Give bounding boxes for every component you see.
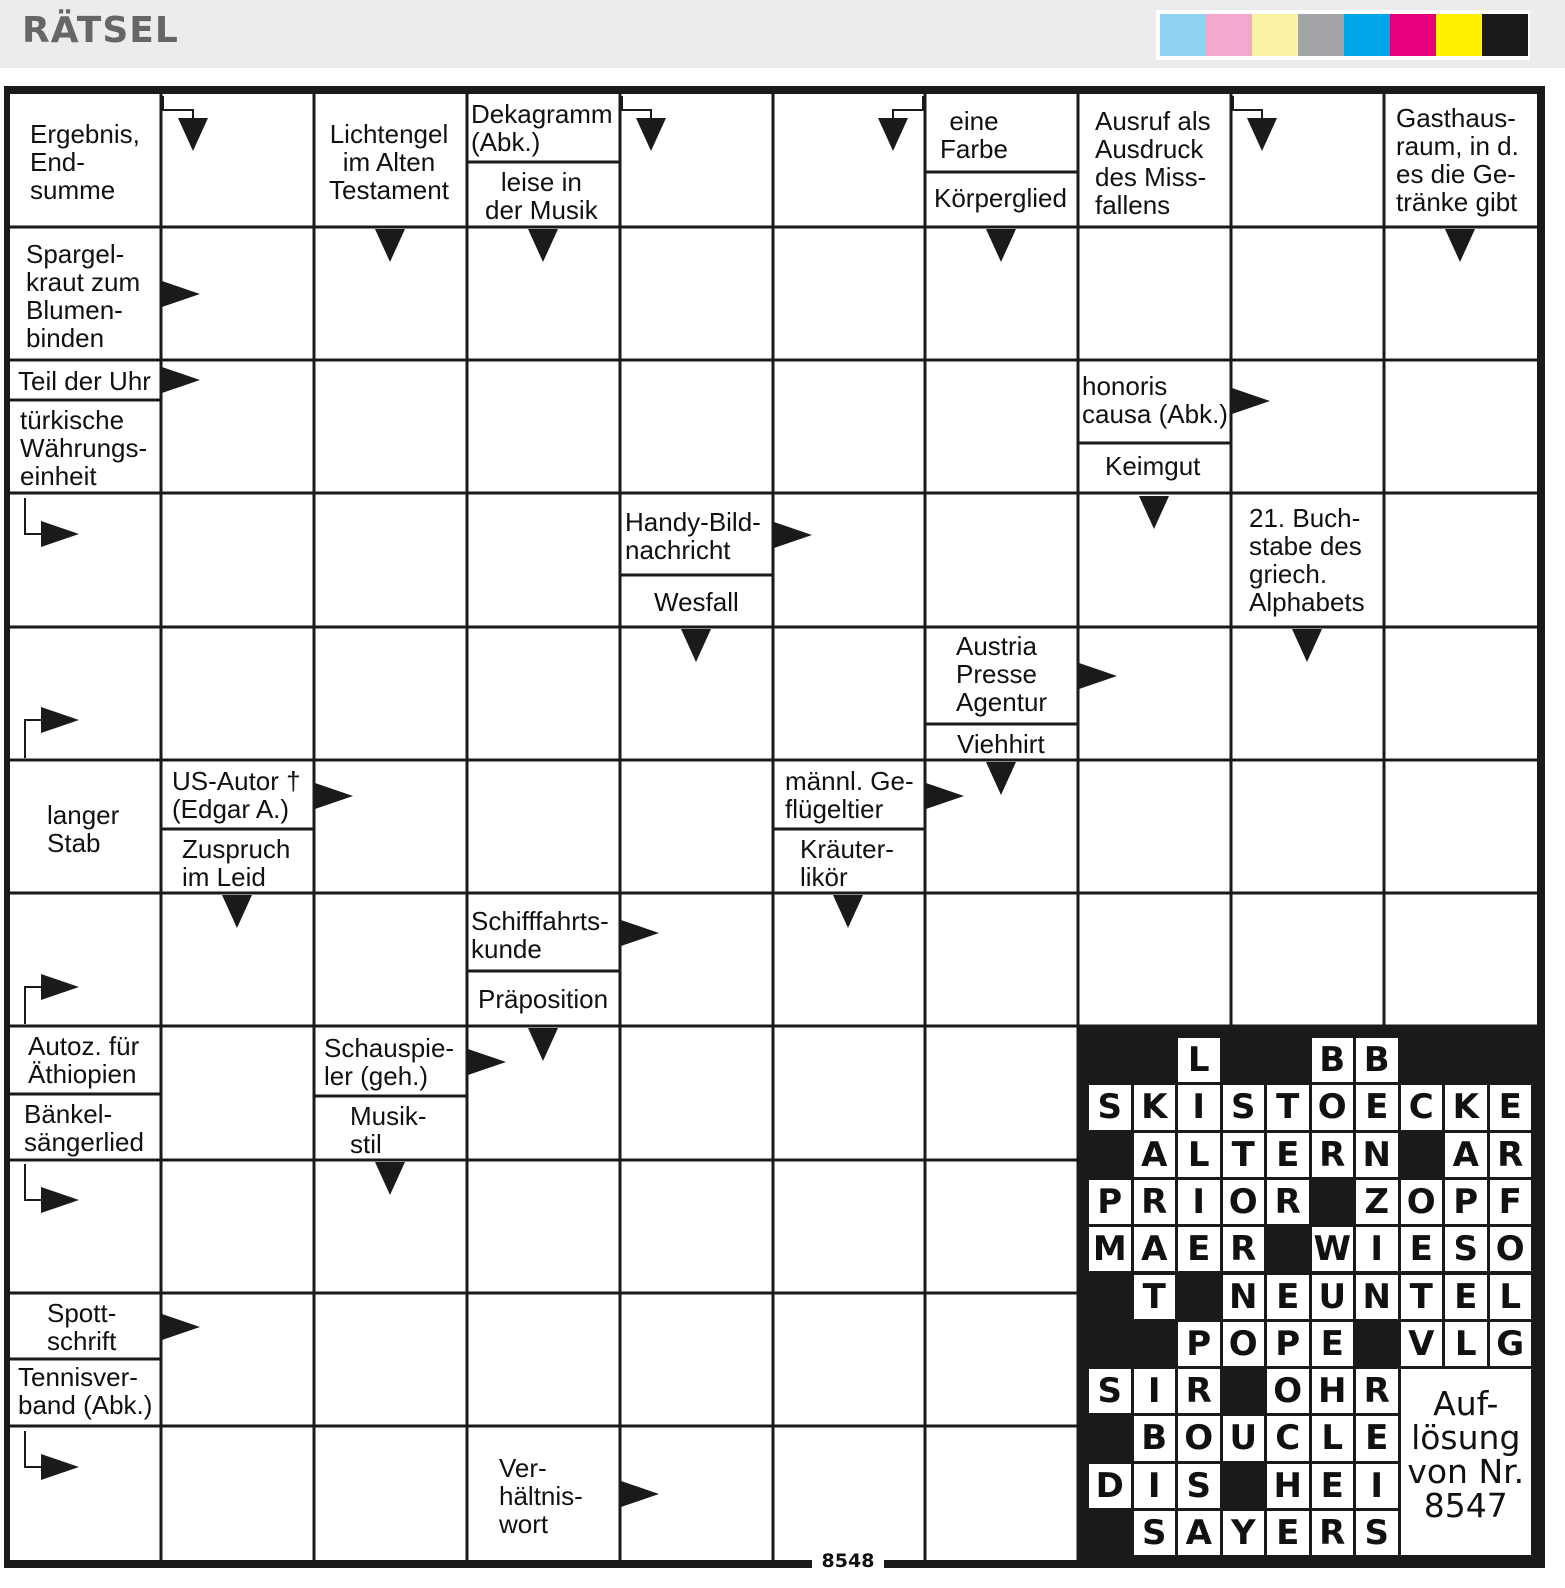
solution-cell: U xyxy=(1223,1416,1265,1460)
solution-cell: S xyxy=(1134,1511,1176,1555)
solution-cell: R xyxy=(1312,1133,1354,1177)
solution-cell: O xyxy=(1490,1227,1532,1271)
solution-cell: P xyxy=(1089,1180,1131,1224)
solution-cell: H xyxy=(1312,1369,1354,1413)
clue-lichtengel: Lichtengel im Alten Testament xyxy=(329,119,449,205)
solution-cell: H xyxy=(1267,1464,1309,1508)
clue-leise: leise in der Musik xyxy=(485,167,598,225)
solution-cell: L xyxy=(1312,1416,1354,1460)
solution-cell: P xyxy=(1178,1322,1220,1366)
solution-cell: I xyxy=(1134,1464,1176,1508)
solution-cell: E xyxy=(1356,1416,1398,1460)
clue-honoris-causa: honoris causa (Abk.) xyxy=(1082,371,1228,429)
solution-cell: I xyxy=(1356,1227,1398,1271)
solution-cell: T xyxy=(1134,1275,1176,1319)
solution-cell: O xyxy=(1223,1180,1265,1224)
section-title: RÄTSEL xyxy=(22,10,179,51)
solution-cell: A xyxy=(1445,1133,1487,1177)
solution-label: Auf- lösung von Nr. 8547 xyxy=(1401,1369,1532,1555)
solution-cell: I xyxy=(1134,1369,1176,1413)
solution-cell: A xyxy=(1134,1133,1176,1177)
solution-cell: S xyxy=(1445,1227,1487,1271)
solution-cell: S xyxy=(1223,1085,1265,1129)
solution-cell: C xyxy=(1267,1416,1309,1460)
solution-cell: S xyxy=(1089,1369,1131,1413)
clue-gasthausraum: Gasthaus- raum, in d. es die Ge- tränke gibt xyxy=(1396,103,1519,217)
solution-cell: S xyxy=(1178,1464,1220,1508)
clue-kraeuterlikoer: Kräuter- likör xyxy=(800,834,894,892)
puzzle-number: 8548 xyxy=(812,1549,884,1573)
solution-cell: E xyxy=(1267,1133,1309,1177)
solution-cell: T xyxy=(1267,1085,1309,1129)
clue-teil-der-uhr: Teil der Uhr xyxy=(18,366,151,396)
clue-ergebnis: Ergebnis, End- summe xyxy=(30,119,140,205)
solution-cell: B xyxy=(1356,1038,1398,1082)
solution-cell: L xyxy=(1445,1322,1487,1366)
clue-spottschrift: Spott- schrift xyxy=(47,1298,117,1356)
solution-cell: M xyxy=(1089,1227,1131,1271)
clue-keimgut: Keimgut xyxy=(1105,451,1201,481)
solution-cell: N xyxy=(1223,1275,1265,1319)
clue-waehrung: türkische Währungs- einheit xyxy=(20,405,148,491)
solution-cell: I xyxy=(1178,1085,1220,1129)
solution-cell: K xyxy=(1445,1085,1487,1129)
solution-cell: E xyxy=(1267,1275,1309,1319)
clue-verhaeltniswort: Ver- hältnis- wort xyxy=(499,1453,583,1539)
clue-baenkel: Bänkel- sängerlied xyxy=(24,1099,144,1157)
solution-cell: E xyxy=(1178,1227,1220,1271)
solution-cell: N xyxy=(1356,1275,1398,1319)
solution-cell: T xyxy=(1401,1275,1443,1319)
solution-cell: L xyxy=(1178,1133,1220,1177)
solution-cell: A xyxy=(1178,1511,1220,1555)
clue-musikstil: Musik- stil xyxy=(350,1101,427,1159)
solution-cell: L xyxy=(1178,1038,1220,1082)
solution-cell: Y xyxy=(1223,1511,1265,1555)
clue-austria: Austria Presse Agentur xyxy=(956,631,1048,717)
solution-cell: S xyxy=(1089,1085,1131,1129)
solution-cell: N xyxy=(1356,1133,1398,1177)
solution-cell: E xyxy=(1490,1085,1532,1129)
solution-cell: O xyxy=(1312,1085,1354,1129)
solution-cell: E xyxy=(1401,1227,1443,1271)
clue-schifffahrt: Schifffahrts- kunde xyxy=(471,906,609,964)
solution-cell: R xyxy=(1223,1227,1265,1271)
solution-cell: C xyxy=(1401,1085,1443,1129)
solution-cell: O xyxy=(1223,1322,1265,1366)
solution-cell: L xyxy=(1490,1275,1532,1319)
clue-handy-bild: Handy-Bild- nachricht xyxy=(625,507,761,565)
clue-langer-stab: langer Stab xyxy=(47,800,120,858)
clue-autoz: Autoz. für Äthiopien xyxy=(28,1031,140,1089)
clue-gefluegeltier: männl. Ge- flügeltier xyxy=(785,766,914,824)
solution-cell: E xyxy=(1312,1322,1354,1366)
solution-cell: O xyxy=(1267,1369,1309,1413)
clue-ausruf: Ausruf als Ausdruck des Miss- fallens xyxy=(1095,106,1211,220)
solution-cell: G xyxy=(1490,1322,1532,1366)
clue-farbe: eine Farbe xyxy=(940,106,1008,164)
solution-cell: I xyxy=(1356,1464,1398,1508)
solution-cell: W xyxy=(1312,1227,1354,1271)
solution-cell: B xyxy=(1134,1416,1176,1460)
solution-cell: O xyxy=(1401,1180,1443,1224)
clue-praeposition: Präposition xyxy=(478,984,609,1014)
solution-cell: F xyxy=(1490,1180,1532,1224)
solution-cell: I xyxy=(1178,1180,1220,1224)
clue-buchstabe: 21. Buch- stabe des griech. Alphabets xyxy=(1249,503,1365,617)
clue-dekagramm: Dekagramm (Abk.) xyxy=(471,99,613,157)
solution-cell: T xyxy=(1223,1133,1265,1177)
solution-cell: R xyxy=(1267,1180,1309,1224)
solution-cell: E xyxy=(1445,1275,1487,1319)
solution-cell: B xyxy=(1312,1038,1354,1082)
solution-cell: R xyxy=(1178,1369,1220,1413)
solution-cell: Z xyxy=(1356,1180,1398,1224)
solution-cell: R xyxy=(1490,1133,1532,1177)
solution-cell: P xyxy=(1267,1322,1309,1366)
solution-cell: S xyxy=(1356,1511,1398,1555)
solution-cell: E xyxy=(1356,1085,1398,1129)
solution-cell: P xyxy=(1445,1180,1487,1224)
clue-schauspieler: Schauspie- ler (geh.) xyxy=(324,1033,455,1091)
solution-cell: V xyxy=(1401,1322,1443,1366)
clue-viehhirt: Viehhirt xyxy=(957,729,1045,759)
clue-us-autor: US-Autor † (Edgar A.) xyxy=(172,766,301,824)
solution-cell: D xyxy=(1089,1464,1131,1508)
clue-tennisverband: Tennisver- band (Abk.) xyxy=(18,1362,153,1420)
solution-cell: E xyxy=(1267,1511,1309,1555)
solution-cell: K xyxy=(1134,1085,1176,1129)
clue-koerperglied: Körperglied xyxy=(934,183,1067,213)
solution-cell: U xyxy=(1312,1275,1354,1319)
solution-cell: O xyxy=(1178,1416,1220,1460)
solution-cell: R xyxy=(1134,1180,1176,1224)
solution-cell: A xyxy=(1134,1227,1176,1271)
solution-cell: R xyxy=(1312,1511,1354,1555)
clue-spargelkraut: Spargel- kraut zum Blumen- binden xyxy=(26,239,141,353)
solution-cell: E xyxy=(1312,1464,1354,1508)
clue-zuspruch: Zuspruch im Leid xyxy=(182,834,291,892)
solution-cell: R xyxy=(1356,1369,1398,1413)
clue-wesfall: Wesfall xyxy=(654,587,739,617)
